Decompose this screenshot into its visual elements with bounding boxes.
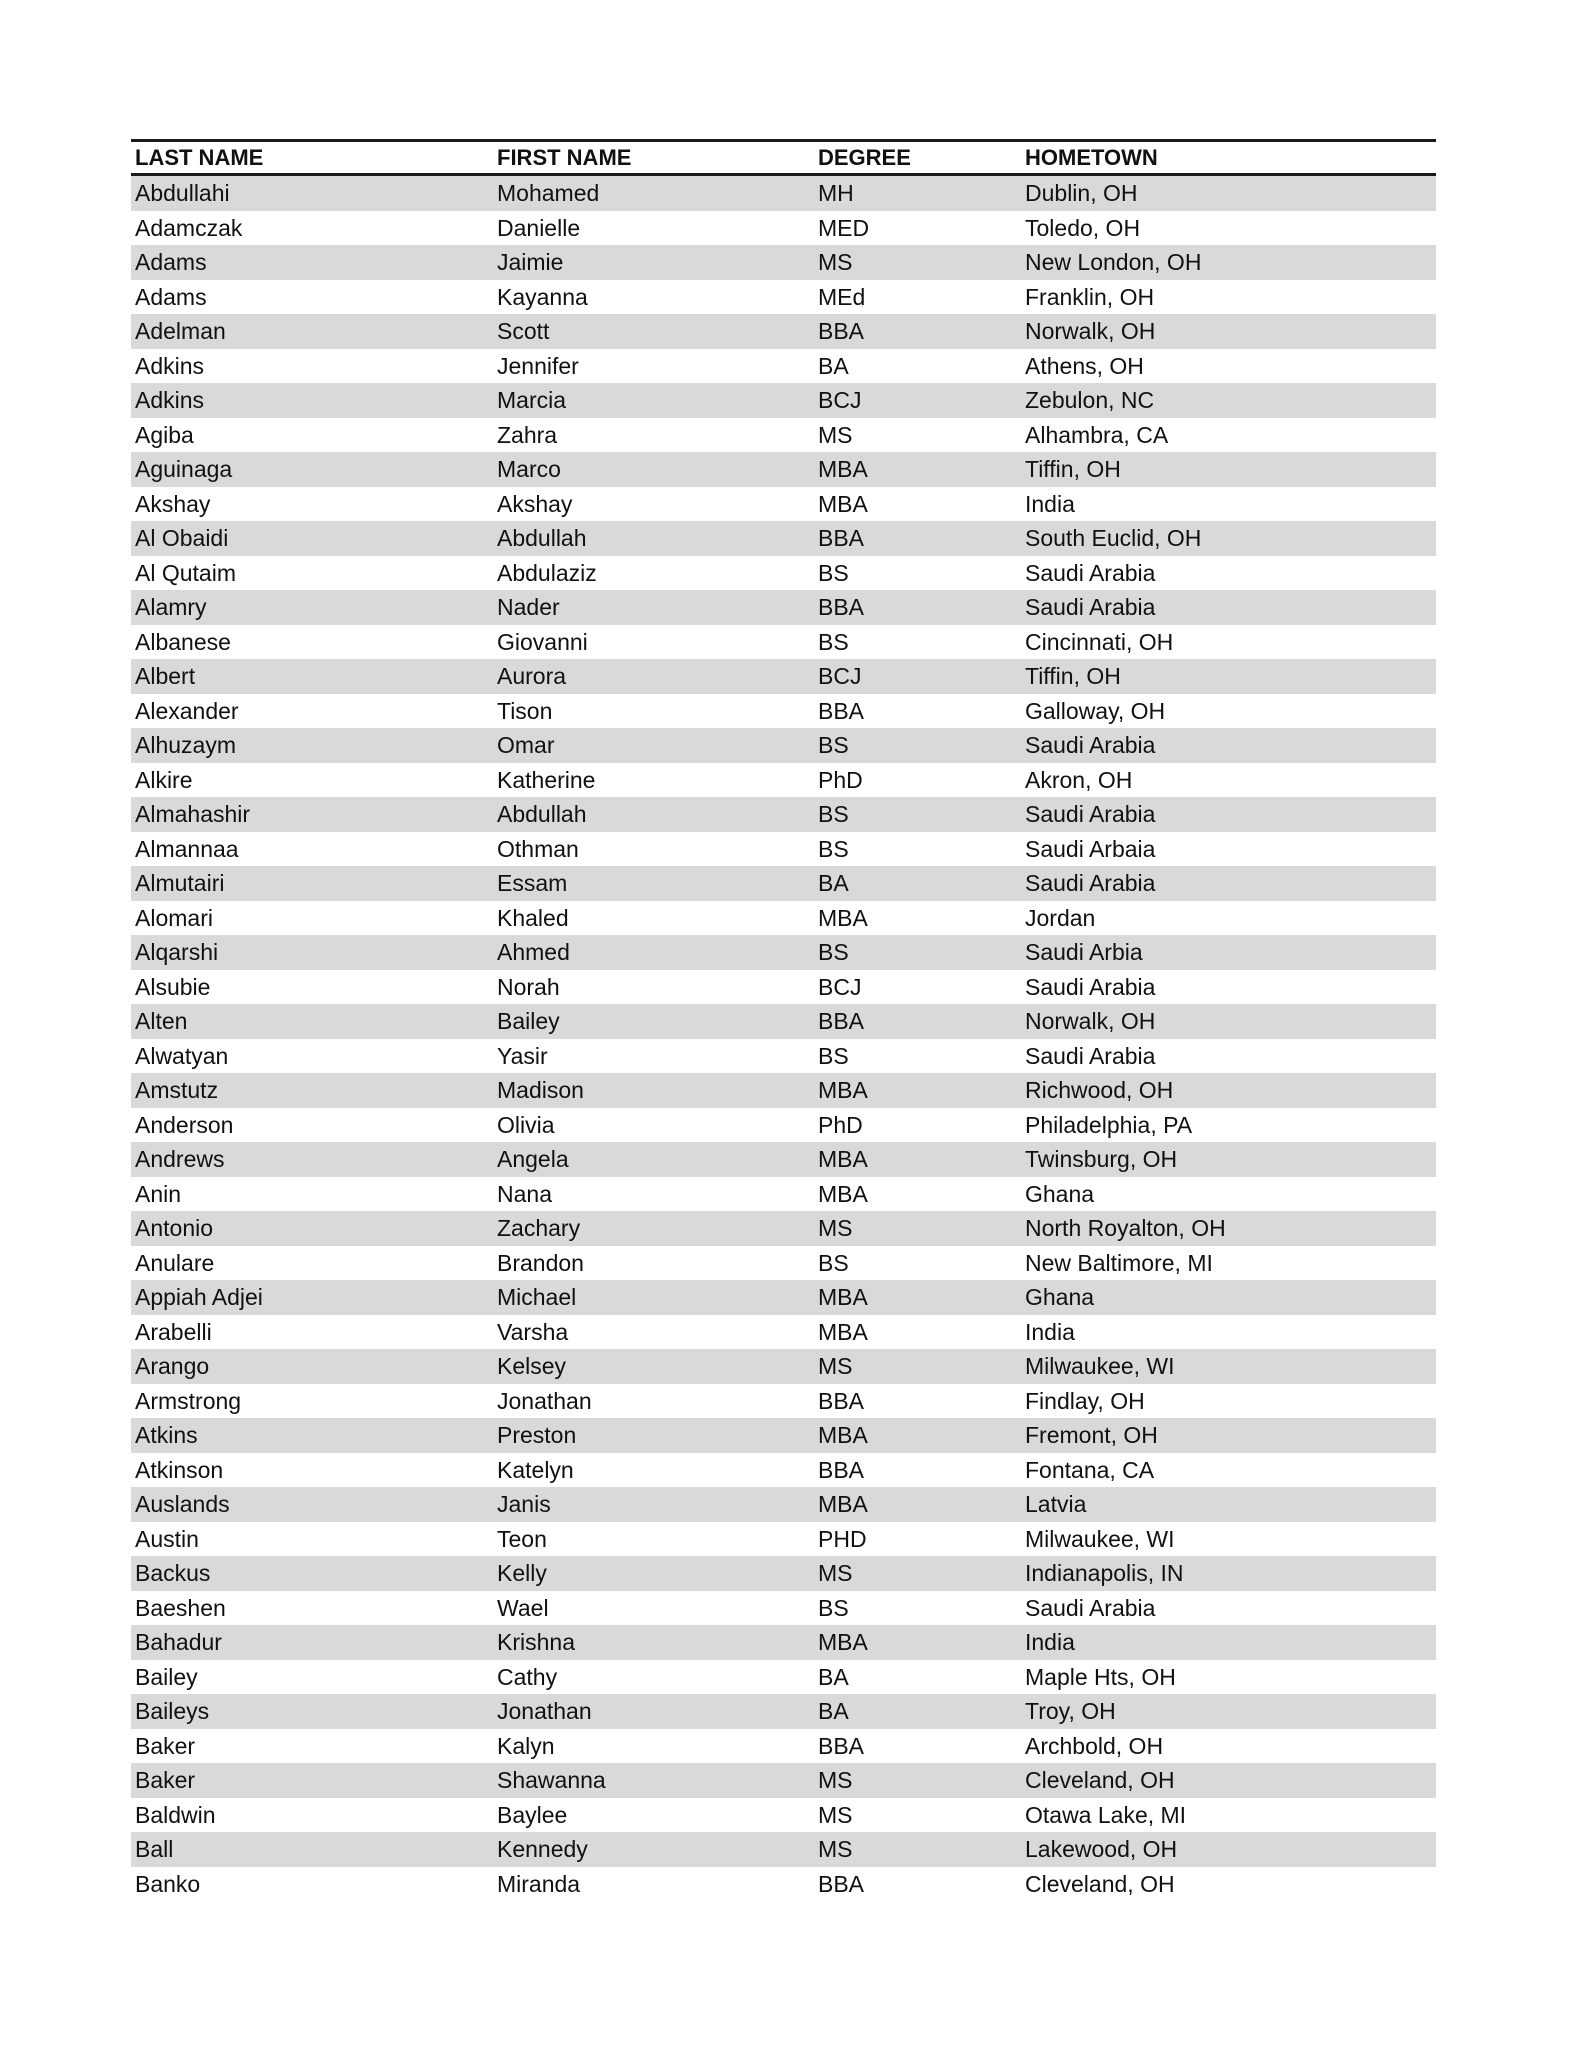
cell-hometown: Lakewood, OH (1021, 1832, 1436, 1867)
table-row (131, 763, 1436, 798)
graduates-table (131, 139, 1436, 1901)
cell-hometown: Saudi Arabia (1021, 728, 1436, 763)
cell-hometown: North Royalton, OH (1021, 1211, 1436, 1246)
header-row (131, 141, 1436, 175)
cell-last-name: Al Obaidi (131, 521, 493, 556)
cell-last-name: Albert (131, 659, 493, 694)
cell-degree: BS (814, 728, 1021, 763)
cell-degree: BBA (818, 1732, 865, 1759)
table-row (131, 1142, 1436, 1177)
table-row (131, 175, 1436, 211)
table-header (131, 141, 1436, 175)
cell-hometown: Saudi Arbia (1021, 935, 1436, 970)
cell-degree: BBA (814, 314, 1021, 349)
cell-first-name: Ahmed (493, 935, 814, 970)
cell-first-name: Madison (493, 1073, 814, 1108)
cell-first-name: Marco (493, 452, 814, 487)
cell-hometown: Saudi Arabia (1025, 559, 1156, 586)
cell-degree: BCJ (818, 973, 862, 1000)
cell-hometown: Franklin, OH (1025, 283, 1155, 310)
table-row (131, 1729, 1436, 1764)
cell-last-name: Banko (135, 1870, 201, 1897)
cell-last-name: Adams (131, 245, 493, 280)
cell-first-name: Kennedy (493, 1832, 814, 1867)
cell-last-name: Arabelli (135, 1318, 212, 1345)
cell-hometown: Saudi Arabia (1021, 590, 1436, 625)
cell-first-name: Zahra (497, 421, 558, 448)
cell-first-name: Cathy (497, 1663, 558, 1690)
cell-degree: MBA (814, 1487, 1021, 1522)
table-row (131, 1246, 1436, 1281)
cell-last-name: Appiah Adjei (131, 1280, 493, 1315)
cell-hometown: Milwaukee, WI (1021, 1349, 1436, 1384)
cell-first-name: Mohamed (493, 175, 814, 211)
cell-first-name: Akshay (497, 490, 573, 517)
cell-degree: BA (818, 1663, 849, 1690)
cell-hometown: India (1025, 1318, 1075, 1345)
cell-last-name: Adkins (131, 383, 493, 418)
cell-last-name: Armstrong (135, 1387, 242, 1414)
cell-hometown: Galloway, OH (1025, 697, 1166, 724)
cell-hometown: Fremont, OH (1021, 1418, 1436, 1453)
cell-degree: MS (814, 1763, 1021, 1798)
cell-degree: MBA (814, 1418, 1021, 1453)
table-row (131, 1073, 1436, 1108)
cell-last-name: Baker (131, 1763, 493, 1798)
cell-last-name: Agiba (135, 421, 194, 448)
cell-first-name: Marcia (493, 383, 814, 418)
cell-hometown: Saudi Arabia (1021, 866, 1436, 901)
cell-first-name: Nana (497, 1180, 552, 1207)
cell-first-name: Varsha (497, 1318, 569, 1345)
table-row (131, 728, 1436, 763)
cell-last-name: Atkins (131, 1418, 493, 1453)
cell-first-name: Baylee (497, 1801, 568, 1828)
cell-last-name: Almannaa (135, 835, 239, 862)
cell-degree: BBA (818, 1387, 865, 1414)
cell-first-name: Aurora (493, 659, 814, 694)
cell-degree: MEd (818, 283, 866, 310)
table-row (131, 1867, 1436, 1902)
cell-first-name: Norah (497, 973, 560, 1000)
cell-degree: BBA (814, 590, 1021, 625)
cell-hometown: New Baltimore, MI (1025, 1249, 1213, 1276)
table-row (131, 901, 1436, 936)
cell-first-name: Shawanna (493, 1763, 814, 1798)
cell-degree: MBA (818, 1318, 868, 1345)
cell-last-name: Andrews (131, 1142, 493, 1177)
table-row (131, 1004, 1436, 1039)
cell-hometown: Saudi Arabia (1025, 973, 1156, 1000)
table-row (131, 1211, 1436, 1246)
cell-first-name: Angela (493, 1142, 814, 1177)
cell-hometown: Jordan (1025, 904, 1096, 931)
cell-hometown: Cincinnati, OH (1025, 628, 1174, 655)
cell-hometown: India (1021, 1625, 1436, 1660)
cell-hometown: Troy, OH (1021, 1694, 1436, 1729)
table-row (131, 1556, 1436, 1591)
cell-degree: BBA (818, 697, 865, 724)
cell-first-name: Yasir (497, 1042, 548, 1069)
cell-last-name: Auslands (131, 1487, 493, 1522)
cell-last-name: Bahadur (131, 1625, 493, 1660)
table-row (131, 349, 1436, 384)
cell-degree: MS (814, 1832, 1021, 1867)
cell-first-name: Preston (493, 1418, 814, 1453)
cell-last-name: Baeshen (135, 1594, 226, 1621)
cell-hometown: Alhambra, CA (1025, 421, 1169, 448)
cell-hometown: Norwalk, OH (1021, 1004, 1436, 1039)
cell-degree: BS (818, 1594, 849, 1621)
cell-degree: MS (818, 421, 853, 448)
cell-last-name: Adelman (131, 314, 493, 349)
header-first-name: FIRST NAME (497, 145, 632, 170)
cell-first-name: Olivia (497, 1111, 555, 1138)
cell-hometown: Tiffin, OH (1021, 452, 1436, 487)
table-row (131, 866, 1436, 901)
cell-hometown: Cleveland, OH (1025, 1870, 1175, 1897)
cell-degree: BS (818, 559, 849, 586)
cell-first-name: Nader (493, 590, 814, 625)
cell-last-name: Alexander (135, 697, 239, 724)
cell-hometown: Philadelphia, PA (1025, 1111, 1193, 1138)
cell-degree: PhD (818, 1111, 863, 1138)
table-row (131, 1177, 1436, 1212)
cell-degree: BA (814, 1694, 1021, 1729)
cell-hometown: Archbold, OH (1025, 1732, 1164, 1759)
table-row (131, 1832, 1436, 1867)
cell-degree: BS (818, 628, 849, 655)
cell-last-name: Alomari (135, 904, 213, 931)
cell-first-name: Teon (497, 1525, 547, 1552)
cell-hometown: Indianapolis, IN (1021, 1556, 1436, 1591)
cell-first-name: Jonathan (493, 1694, 814, 1729)
cell-last-name: Backus (131, 1556, 493, 1591)
cell-first-name: Giovanni (497, 628, 588, 655)
cell-last-name: Alhuzaym (131, 728, 493, 763)
cell-hometown: Saudi Arabia (1025, 1042, 1156, 1069)
cell-degree: BCJ (814, 659, 1021, 694)
cell-last-name: Atkinson (135, 1456, 224, 1483)
table-row (131, 556, 1436, 591)
cell-hometown: Otawa Lake, MI (1025, 1801, 1187, 1828)
table-row (131, 970, 1436, 1005)
table-row (131, 1384, 1436, 1419)
cell-first-name: Michael (493, 1280, 814, 1315)
table-row (131, 1487, 1436, 1522)
table-row (131, 418, 1436, 453)
table-row (131, 1522, 1436, 1557)
cell-last-name: Baldwin (135, 1801, 216, 1828)
table-row (131, 280, 1436, 315)
table-row (131, 1694, 1436, 1729)
cell-first-name: Abdullah (493, 797, 814, 832)
table-row (131, 383, 1436, 418)
cell-degree: BBA (814, 521, 1021, 556)
cell-hometown: Zebulon, NC (1021, 383, 1436, 418)
cell-degree: MS (814, 245, 1021, 280)
table-row (131, 625, 1436, 660)
cell-first-name: Jennifer (497, 352, 579, 379)
cell-degree: BA (818, 352, 849, 379)
cell-hometown: Richwood, OH (1021, 1073, 1436, 1108)
cell-last-name: Arango (131, 1349, 493, 1384)
cell-first-name: Abdullah (493, 521, 814, 556)
cell-degree: BBA (818, 1870, 865, 1897)
cell-degree: BS (814, 935, 1021, 970)
cell-last-name: Abdullahi (131, 175, 493, 211)
table-body (131, 175, 1436, 1902)
cell-hometown: Toledo, OH (1025, 214, 1141, 241)
cell-hometown: Tiffin, OH (1021, 659, 1436, 694)
cell-last-name: Alkire (135, 766, 193, 793)
cell-last-name: Almutairi (131, 866, 493, 901)
cell-degree: MS (814, 1349, 1021, 1384)
cell-degree: BS (814, 797, 1021, 832)
table-row (131, 452, 1436, 487)
cell-hometown: Fontana, CA (1025, 1456, 1155, 1483)
cell-degree: BBA (814, 1004, 1021, 1039)
cell-first-name: Katelyn (497, 1456, 574, 1483)
cell-hometown: New London, OH (1021, 245, 1436, 280)
cell-degree: PHD (818, 1525, 867, 1552)
cell-degree: MBA (814, 1625, 1021, 1660)
table-row (131, 1280, 1436, 1315)
cell-first-name: Wael (497, 1594, 549, 1621)
table-row (131, 1591, 1436, 1626)
cell-degree: BCJ (814, 383, 1021, 418)
cell-hometown: Akron, OH (1025, 766, 1133, 793)
cell-last-name: Anulare (135, 1249, 215, 1276)
cell-degree: MBA (818, 904, 868, 931)
header-degree: DEGREE (818, 145, 911, 170)
cell-hometown: Dublin, OH (1021, 175, 1436, 211)
cell-first-name: Danielle (497, 214, 581, 241)
table-row (131, 314, 1436, 349)
cell-hometown: Ghana (1025, 1180, 1095, 1207)
table-row (131, 1108, 1436, 1143)
cell-degree: BBA (818, 1456, 865, 1483)
cell-hometown: Cleveland, OH (1021, 1763, 1436, 1798)
cell-first-name: Scott (493, 314, 814, 349)
cell-last-name: Adamczak (135, 214, 243, 241)
table-row (131, 1039, 1436, 1074)
cell-degree: MED (818, 214, 870, 241)
cell-first-name: Brandon (497, 1249, 584, 1276)
cell-hometown: Norwalk, OH (1021, 314, 1436, 349)
cell-degree: MS (818, 1801, 853, 1828)
cell-last-name: Albanese (135, 628, 231, 655)
cell-first-name: Kelly (493, 1556, 814, 1591)
cell-last-name: Alwatyan (135, 1042, 229, 1069)
cell-hometown: Saudi Arabia (1025, 1594, 1156, 1621)
cell-first-name: Khaled (497, 904, 569, 931)
header-hometown: HOMETOWN (1025, 145, 1158, 170)
cell-degree: MBA (814, 452, 1021, 487)
cell-hometown: Findlay, OH (1025, 1387, 1145, 1414)
cell-last-name: Adkins (135, 352, 205, 379)
cell-first-name: Abdulaziz (497, 559, 597, 586)
cell-degree: MBA (814, 1142, 1021, 1177)
cell-first-name: Jonathan (497, 1387, 592, 1414)
cell-last-name: Alten (131, 1004, 493, 1039)
cell-first-name: Tison (497, 697, 553, 724)
cell-last-name: Antonio (131, 1211, 493, 1246)
table-row (131, 1660, 1436, 1695)
cell-hometown: South Euclid, OH (1021, 521, 1436, 556)
cell-last-name: Alsubie (135, 973, 211, 1000)
cell-first-name: Janis (493, 1487, 814, 1522)
cell-degree: MBA (818, 490, 868, 517)
cell-hometown: Twinsburg, OH (1021, 1142, 1436, 1177)
cell-hometown: Athens, OH (1025, 352, 1144, 379)
table-row (131, 1798, 1436, 1833)
table-row (131, 521, 1436, 556)
cell-last-name: Baker (135, 1732, 196, 1759)
table-row (131, 1315, 1436, 1350)
cell-last-name: Alamry (131, 590, 493, 625)
cell-last-name: Anderson (135, 1111, 234, 1138)
cell-last-name: Almahashir (131, 797, 493, 832)
cell-degree: MBA (814, 1280, 1021, 1315)
cell-first-name: Omar (493, 728, 814, 763)
cell-first-name: Zachary (493, 1211, 814, 1246)
cell-last-name: Amstutz (131, 1073, 493, 1108)
cell-last-name: Akshay (135, 490, 211, 517)
cell-last-name: Ball (131, 1832, 493, 1867)
cell-first-name: Kayanna (497, 283, 588, 310)
cell-degree: MS (814, 1556, 1021, 1591)
cell-hometown: Saudi Arbaia (1025, 835, 1156, 862)
cell-degree: MS (814, 1211, 1021, 1246)
table-row (131, 1625, 1436, 1660)
cell-first-name: Othman (497, 835, 579, 862)
table-row (131, 935, 1436, 970)
table-row (131, 694, 1436, 729)
cell-first-name: Miranda (497, 1870, 581, 1897)
cell-degree: PhD (818, 766, 863, 793)
cell-degree: BS (818, 1249, 849, 1276)
table-row (131, 590, 1436, 625)
cell-first-name: Katherine (497, 766, 596, 793)
table-row (131, 1763, 1436, 1798)
cell-degree: MBA (818, 1180, 868, 1207)
cell-last-name: Anin (135, 1180, 182, 1207)
table-row (131, 659, 1436, 694)
cell-degree: BS (818, 835, 849, 862)
cell-first-name: Essam (493, 866, 814, 901)
table-row (131, 832, 1436, 867)
cell-hometown: Maple Hts, OH (1025, 1663, 1176, 1690)
cell-degree: MBA (814, 1073, 1021, 1108)
header-last-name: LAST NAME (135, 145, 264, 170)
cell-first-name: Krishna (493, 1625, 814, 1660)
cell-hometown: Latvia (1021, 1487, 1436, 1522)
cell-last-name: Baileys (131, 1694, 493, 1729)
cell-first-name: Kelsey (493, 1349, 814, 1384)
table-row (131, 245, 1436, 280)
cell-last-name: Alqarshi (131, 935, 493, 970)
cell-last-name: Aguinaga (131, 452, 493, 487)
cell-degree: BA (814, 866, 1021, 901)
cell-hometown: Ghana (1021, 1280, 1436, 1315)
cell-degree: BS (818, 1042, 849, 1069)
table-row (131, 487, 1436, 522)
cell-first-name: Kalyn (497, 1732, 555, 1759)
cell-last-name: Al Qutaim (135, 559, 236, 586)
cell-first-name: Bailey (493, 1004, 814, 1039)
cell-hometown: Milwaukee, WI (1025, 1525, 1175, 1552)
table-row (131, 797, 1436, 832)
table-row (131, 1418, 1436, 1453)
table-row (131, 211, 1436, 246)
cell-first-name: Jaimie (493, 245, 814, 280)
cell-degree: MH (814, 175, 1021, 211)
table-row (131, 1349, 1436, 1384)
cell-hometown: Saudi Arabia (1021, 797, 1436, 832)
cell-last-name: Austin (135, 1525, 199, 1552)
cell-last-name: Adams (135, 283, 207, 310)
cell-hometown: India (1025, 490, 1075, 517)
table-row (131, 1453, 1436, 1488)
cell-last-name: Bailey (135, 1663, 198, 1690)
